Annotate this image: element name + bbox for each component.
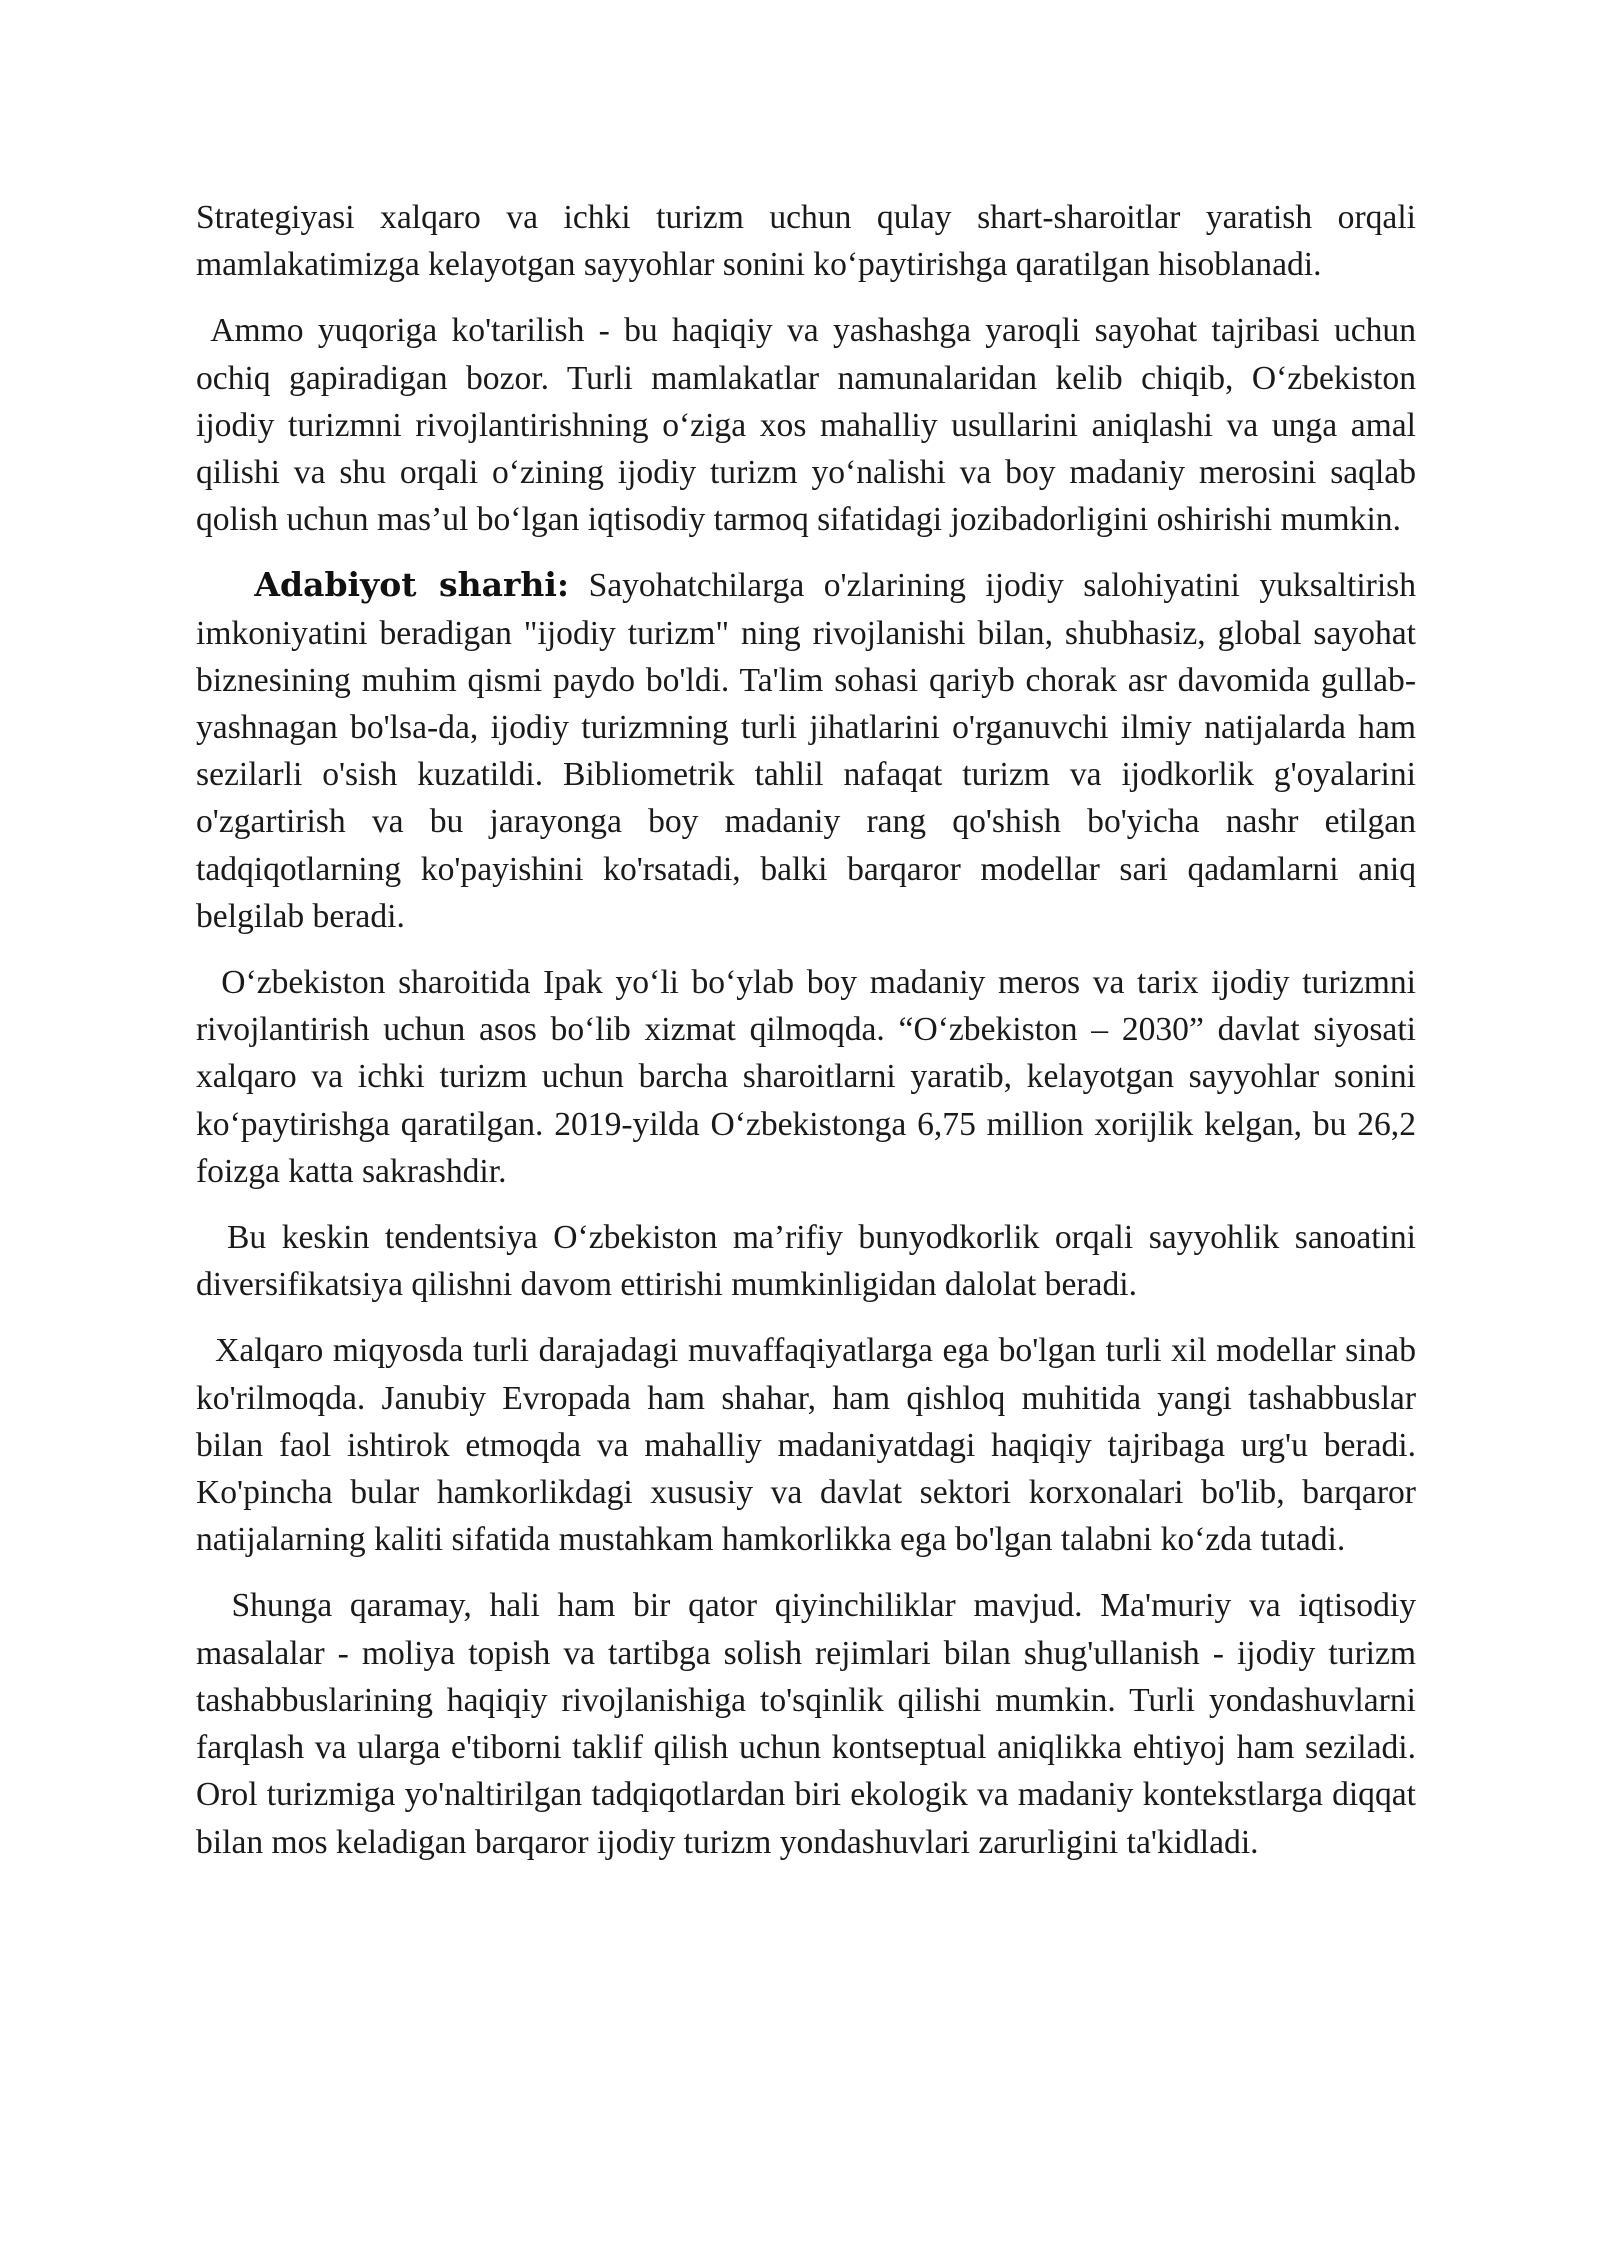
paragraph-7-text: Shunga qaramay, hali ham bir qator qiyinchiliklar mavjud. Ma'muriy va iqtisodiy masalalar - moliya topish va tartibga solish rejimlari bilan shug'ullanish - ijodiy turizm tashabbuslarining haqiqiy rivojlanishiga to'sqinlik qilishi mumkin. Turli yondashuvlarni farqlash va ularga e'tiborni taklif qilish uchun kontseptual aniqlikka ehtiyoj ham seziladi. Orol turizmiga yo'naltirilgan tadqiqotlardan biri ekologik va madaniy kontekstlarga diqqat bilan mos keladigan barqaror ijodiy turizm yondashuvlari zarurligini ta'kidladi. <box>196 1587 1416 1861</box>
paragraph-6-lead <box>196 1332 215 1369</box>
paragraph-7 <box>196 1581 1416 1865</box>
paragraph-3-text: Sayohatchilarga o'zlarining ijodiy salohiyatini yuksaltirish imkoniyatini beradigan "ijodiy turizm" ning rivojlanishi bilan, shubhasiz, global sayohat biznesining muhim qismi paydo bo'ldi. Ta'lim sohasi qariyb chorak asr davomida gullab-yashnagan bo'lsa-da, ijodiy turizmning turli jihatlarini o'rganuvchi ilmiy natijalarda ham sezilarli o'sish kuzatildi. Bibliometrik tahlil nafaqat turizm va ijodkorlik g'oyalarini o'zgartirish va bu jarayonga boy madaniy rang qo'shish bo'yicha nashr etilgan tadqiqotlarning ko'payishini ko'rsatadi, balki barqaror modellar sari qadamlarni aniq belgilab beradi. <box>196 567 1417 935</box>
paragraph-6-text: Xalqaro miqyosda turli darajadagi muvaffaqiyatlarga ega bo'lgan turli xil modellar sinab ko'rilmoqda. Janubiy Evropada ham shahar, ham qishloq muhitida yangi tashabbuslar bilan faol ishtirok etmoqda va mahalliy madaniyatdagi haqiqiy tajribaga urg'u beradi. Ko'pincha bular hamkorlikdagi xususiy va davlat sektori korxonalari bo'lib, barqaror natijalarning kaliti sifatida mustahkam hamkorlikka ega bo'lgan talabni ko‘zda tutadi. <box>196 1332 1416 1559</box>
paragraph-2-lead <box>196 312 210 349</box>
paragraph-4-text: O‘zbekiston sharoitida Ipak yo‘li bo‘ylab boy madaniy meros va tarix ijodiy turizmni rivojlantirish uchun asos bo‘lib xizmat qilmoqda. “O‘zbekiston – 2030” davlat siyosati xalqaro va ichki turizm uchun barcha sharoitlarni yaratib, kelayotgan sayyohlar sonini ko‘paytirishga qaratilgan. 2019-yilda O‘zbekistonga 6,75 million xorijlik kelgan, bu 26,2 foizga katta sakrashdir. <box>196 964 1416 1190</box>
paragraph-2-text: Ammo yuqoriga ko'tarilish - bu haqiqiy va yashashga yaroqli sayohat tajribasi uchun ochiq gapiradigan bozor. Turli mamlakatlar namunalaridan kelib chiqib, O‘zbekiston ijodiy turizmni rivojlantirishning o‘ziga xos mahalliy usullarini aniqlashi va unga amal qilishi va shu orqali o‘zining ijodiy turizm yo‘nalishi va boy madaniy merosini saqlab qolish uchun mas’ul bo‘lgan iqtisodiy tarmoq sifatidagi jozibadorligini oshirishi mumkin. <box>196 312 1417 539</box>
paragraph-3-lead <box>196 567 254 604</box>
paragraph-4 <box>196 958 1416 1195</box>
paragraph-7-lead <box>196 1587 231 1624</box>
paragraph-5 <box>196 1213 1416 1308</box>
paragraph-1 <box>196 193 1416 288</box>
paragraph-6 <box>196 1326 1416 1563</box>
paragraph-5-text: Bu keskin tendentsiya O‘zbekiston ma’rifiy bunyodkorlik orqali sayyohlik sanoatini diversifikatsiya qilishni davom ettirishi mumkinligidan dalolat beradi. <box>196 1219 1416 1304</box>
paragraph-1-text: Strategiyasi xalqaro va ichki turizm uchun qulay shart-sharoitlar yaratish orqali mamlakatimizga kelayotgan sayyohlar sonini ko‘paytirishga qaratilgan hisoblanadi. <box>196 199 1416 284</box>
paragraph-4-lead <box>196 964 221 1001</box>
document-page <box>196 193 1416 1884</box>
paragraph-5-lead <box>196 1219 227 1256</box>
paragraph-3 <box>196 561 1416 940</box>
paragraph-2 <box>196 306 1416 543</box>
section-heading-adabiyot-sharhi: Adabiyot sharhi: <box>254 565 570 605</box>
